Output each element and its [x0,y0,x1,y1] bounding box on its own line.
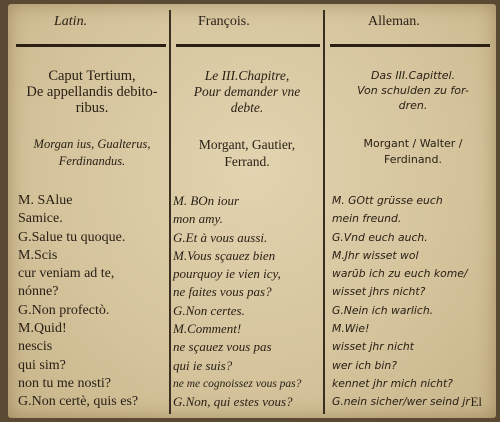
francois-chapter-title [173,68,321,126]
francois-column [173,68,321,412]
latin-names-line: Morgan ius, Gualterus, [33,137,151,151]
dialog-line: wisset jhr nicht [332,340,414,354]
dialog-line: G.nein sicher/wer seind jr [332,395,470,409]
column-headers [8,14,496,40]
alleman-column [332,68,494,412]
dialog-line: qui ie suis? [173,357,233,373]
dialog-line: kennet jhr mich nicht? [332,376,453,390]
latin-title-line: ribus. [75,100,109,116]
dialog-line: nescis [18,339,53,355]
column-divider-1 [169,10,171,414]
header-francois: François. [198,14,250,29]
dialog-line: M. GOtt grüsse euch [332,194,443,207]
dialog-line: mein freund. [332,212,402,226]
book-page [8,4,496,418]
alleman-dialog [332,192,494,412]
dialog-line: non tu me nosti? [18,375,111,391]
dialog-line: mon amy. [173,211,223,227]
dialog-line: G.Non certes. [173,302,245,318]
alleman-names-line: Ferdinand. [383,153,443,166]
header-rule-latin [16,44,166,47]
header-alleman: Alleman. [368,14,420,29]
alleman-title-line: Das III.Capittel. [370,69,456,82]
francois-dialog [173,192,321,412]
dialog-line: ne faites vous pas? [173,284,272,300]
dialog-line: nónne? [18,284,59,300]
dialog-line: cur veniam ad te, [18,266,115,282]
francois-title-line: Le III.Chapitre, [204,68,290,83]
dialog-line: ne sçauez vous pas [173,339,272,355]
dialog-line: wisset jhrs nicht? [332,285,426,299]
latin-title-line: De appellandis debito- [26,84,158,100]
alleman-chapter-title [332,68,494,126]
header-latin: Latin. [54,14,88,29]
dialog-line: G.Vnd euch auch. [332,230,428,244]
dialog-line: M. SAlue [18,193,73,208]
latin-column [18,68,166,412]
dialog-line: M.Vous sçauez bien [173,247,276,263]
dialog-line: M.Quid! [18,321,67,337]
dialog-line: M.Jhr wisset wol [332,248,419,262]
latin-names-line: Ferdinandus. [58,154,126,168]
francois-names-line: Morgant, Gautier, [198,137,296,152]
dialog-line: pourquoy ie vien icy, [173,266,281,282]
dialog-line: qui sim? [18,357,66,373]
alleman-speakers [332,136,494,184]
dialog-line: M. BOn iour [173,193,240,208]
dialog-line: G.Salue tu quoque. [18,229,126,245]
dialog-line: G.Non profectò. [18,302,110,318]
dialog-line: Samice. [18,211,63,227]
latin-title-line: Caput Tertium, [48,68,136,84]
latin-chapter-title [18,68,166,126]
alleman-title-line: dren. [398,99,428,112]
francois-title-line: Pour demander vne [193,84,301,99]
header-rule-alleman [330,44,490,47]
francois-title-line: debte. [230,100,264,115]
dialog-line: M.Wie! [332,322,370,336]
dialog-line: wer ich bin? [332,358,397,372]
dialog-line: G.Et à vous aussi. [173,229,268,245]
dialog-line: M.Scis [18,247,58,263]
column-divider-2 [323,10,325,414]
dialog-line: M.Comment! [173,321,242,337]
dialog-line: G.Non, qui estes vous? [173,394,293,410]
francois-names-line: Ferrand. [224,154,270,169]
dialog-line: ne me cognoissez vous pas? [173,377,302,390]
alleman-title-line: Von schulden zu for- [357,84,469,97]
dialog-line: G.Nein ich warlich. [332,303,434,317]
francois-speakers [173,136,321,184]
header-rule-francois [176,44,320,47]
latin-speakers [18,136,166,184]
signature-mark: El [470,394,482,409]
dialog-line: G.Non certè, quis es? [18,394,139,410]
alleman-names-line: Morgant / Walter / [363,137,463,150]
latin-dialog [18,192,166,412]
dialog-line: warūb ich zu euch kome/ [332,267,468,281]
